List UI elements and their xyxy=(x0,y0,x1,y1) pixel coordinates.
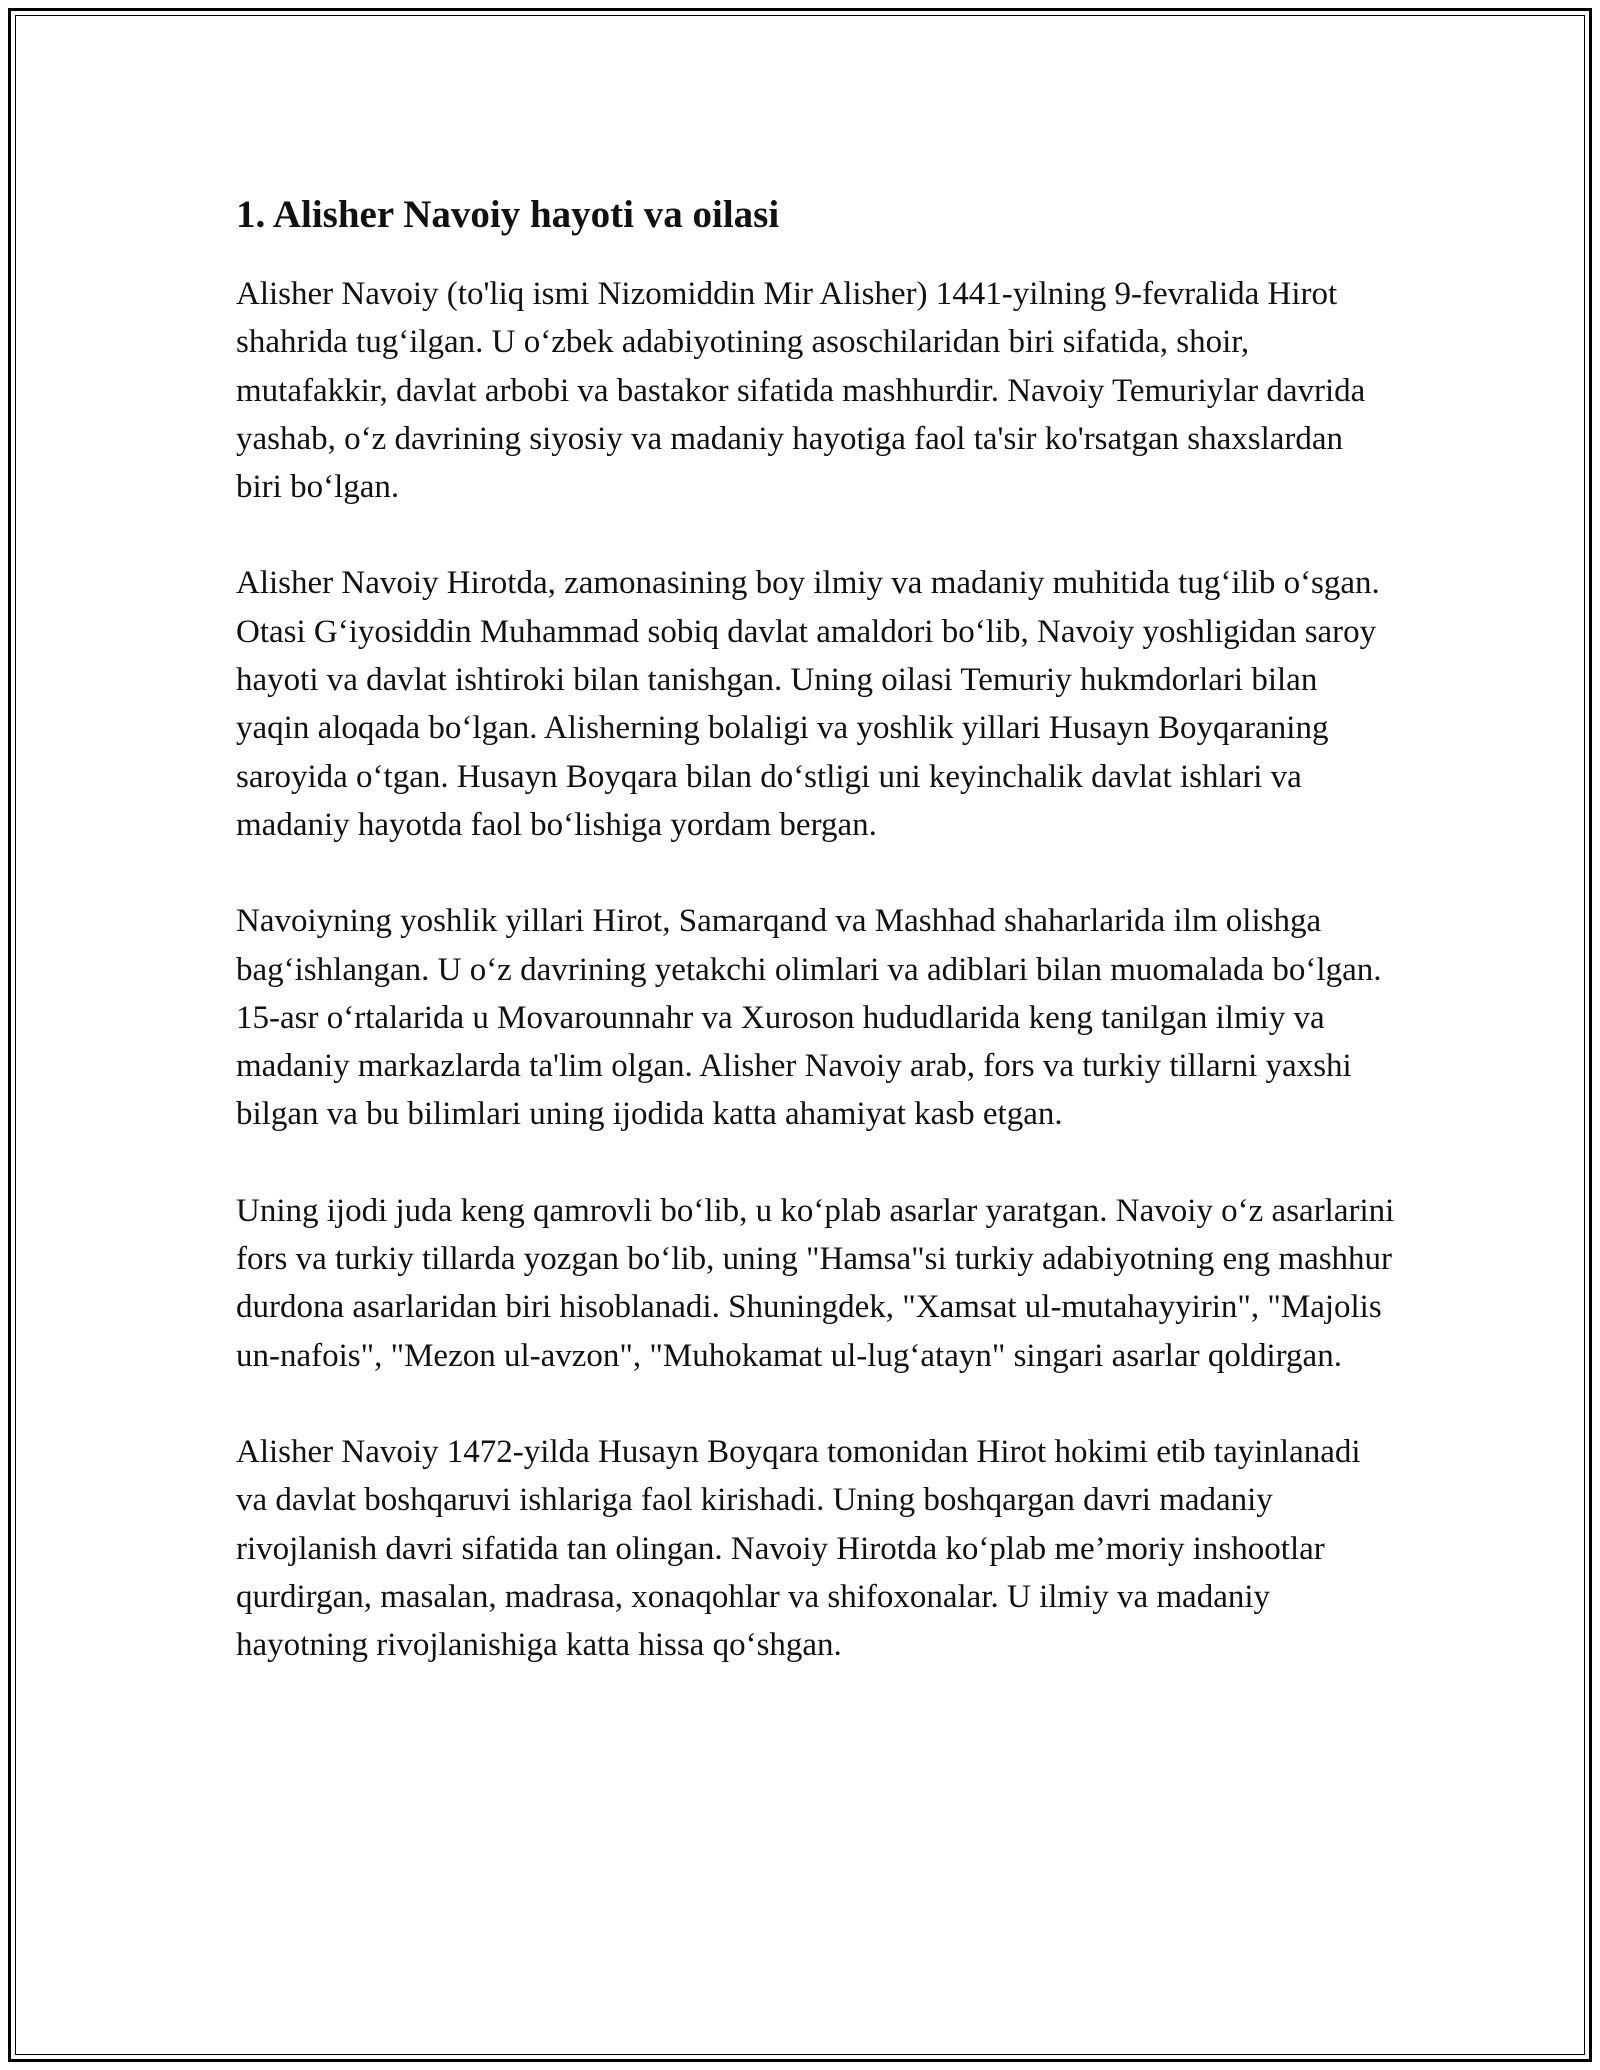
paragraph-1: Alisher Navoiy (to'liq ismi Nizomiddin Mir Alisher) 1441-yilning 9-fevralida Hirot shahrida tug‘ilgan. U o‘zbek adabiyotining asoschilaridan biri sifatida, shoir, mutafakkir, davlat arbobi va bastakor sifatida mashhurdir. Navoiy Temuriylar davrida yashab, o‘z davrining siyosiy va madaniy hayotiga faol ta'sir ko'rsatgan shaxslardan biri bo‘lgan. xyxy=(236,276,1366,506)
paragraph-5: Alisher Navoiy 1472-yilda Husayn Boyqara tomonidan Hirot hokimi etib tayinlanadi va davlat boshqaruvi ishlariga faol kirishadi. Uning boshqargan davri madaniy rivojlanish davri sifatida tan olingan. Navoiy Hirotda ko‘plab me’moriy inshootlar qurdirgan, masalan, madrasa, xonaqohlar va shifoxonalar. U ilmiy va madaniy hayotning rivojlanishiga katta hissa qo‘shgan. xyxy=(236,1433,1361,1664)
document-body xyxy=(236,190,1396,1717)
paragraph-2: Alisher Navoiy Hirotda, zamonasining boy ilmiy va madaniy muhitida tug‘ilib o‘sgan. Otasi G‘iyosiddin Muhammad sobiq davlat amaldori bo‘lib, Navoiy yoshligidan saroy hayoti va davlat ishtiroki bilan tanishgan. Uning oilasi Temuriy hukmdorlari bilan yaqin aloqada bo‘lgan. Alisherning bolaligi va yoshlik yillari Husayn Boyqaraning saroyida o‘tgan. Husayn Boyqara bilan do‘stligi uni keyinchalik davlat ishlari va madaniy hayotda faol bo‘lishiga yordam bergan. xyxy=(236,565,1380,843)
paragraph-3: Navoiyning yoshlik yillari Hirot, Samarqand va Mashhad shaharlarida ilm olishga bag‘ishlangan. U o‘z davrining yetakchi olimlari va adiblari bilan muomalada bo‘lgan. 15-asr o‘rtalarida u Movarounnahr va Xuroson hududlarida keng tanilgan ilmiy va madaniy markazlarda ta'lim olgan. Alisher Navoiy arab, fors va turkiy tillarni yaxshi bilgan va bu bilimlari uning ijodida katta ahamiyat kasb etgan. xyxy=(236,903,1382,1133)
section-heading: 1. Alisher Navoiy hayoti va oilasi xyxy=(236,193,780,236)
paragraph-4: Uning ijodi juda keng qamrovli bo‘lib, u ko‘plab asarlar yaratgan. Navoiy o‘z asarlarini fors va turkiy tillarda yozgan bo‘lib, uning "Hamsa"si turkiy adabiyotning eng mashhur durdona asarlaridan biri hisoblanadi. Shuningdek, "Xamsat ul-mutahayyirin", "Majolis un-nafois", "Mezon ul-avzon", "Muhokamat ul-lug‘atayn" singari asarlar qoldirgan. xyxy=(236,1192,1395,1374)
